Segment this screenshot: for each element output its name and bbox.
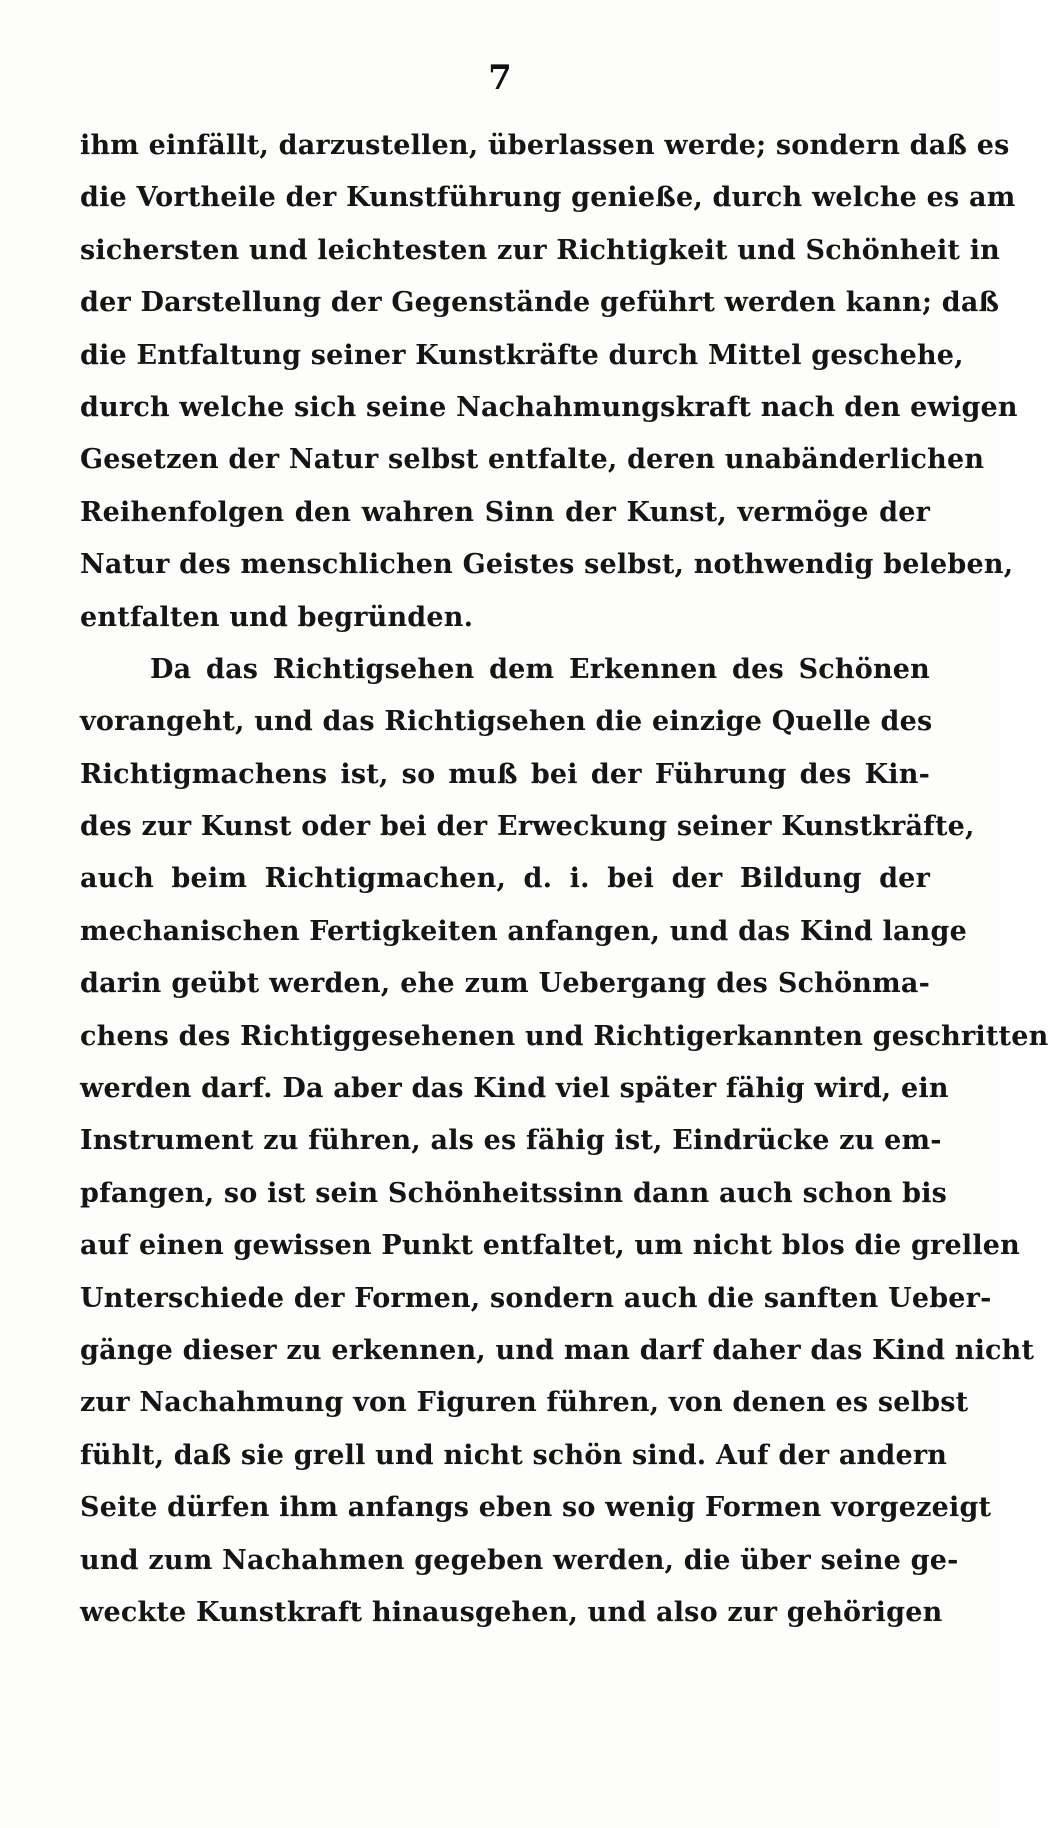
text-line: auf einen gewissen Punkt entfaltet, um nicht blos die grellen: [80, 1230, 1020, 1262]
text-line: weckte Kunstkraft hinausgehen, und also zur gehörigen: [80, 1596, 943, 1628]
text-line: Instrument zu führen, als es fähig ist, Eindrücke zu em-: [80, 1125, 942, 1157]
text-line: darin geübt werden, ehe zum Uebergang des Schönma-: [80, 968, 930, 1000]
text-line: die Entfaltung seiner Kunstkräfte durch Mittel geschehe,: [80, 339, 964, 371]
text-line: auch beim Richtigmachen, d. i. bei der Bildung der: [80, 863, 930, 895]
text-line: sichersten und leichtesten zur Richtigkeit und Schönheit in: [80, 234, 1000, 266]
text-line: zur Nachahmung von Figuren führen, von denen es selbst: [80, 1387, 969, 1419]
text-line: entfalten und begründen.: [80, 601, 474, 633]
text-line: werden darf. Da aber das Kind viel später fähig wird, ein: [80, 1073, 949, 1105]
text-line: Seite dürfen ihm anfangs eben so wenig Formen vorgezeigt: [80, 1492, 992, 1524]
text-line: des zur Kunst oder bei der Erweckung seiner Kunstkräfte,: [80, 811, 975, 843]
text-line: und zum Nachahmen gegeben werden, die über seine ge-: [80, 1544, 959, 1576]
text-line: pfangen, so ist sein Schönheitssinn dann auch schon bis: [80, 1177, 948, 1209]
text-line: ihm einfällt, darzustellen, überlassen werde; sondern daß es: [80, 130, 1010, 161]
text-line: durch welche sich seine Nachahmungskraft nach den ewigen: [80, 391, 1018, 423]
text-line: Natur des menschlichen Geistes selbst, nothwendig beleben,: [80, 549, 1014, 581]
text-line: fühlt, daß sie grell und nicht schön sind. Auf der andern: [80, 1439, 948, 1471]
text-line: die Vortheile der Kunstführung genieße, durch welche es am: [80, 182, 1016, 214]
body-text: [80, 120, 1048, 1639]
text-line: der Darstellung der Gegenstände geführt werden kann; daß: [80, 287, 1000, 319]
text-line: Gesetzen der Natur selbst entfalte, deren unabänderlichen: [80, 444, 985, 476]
text-line: Richtigmachens ist, so muß bei der Führung des Kin-: [80, 758, 930, 790]
text-line: Unterschiede der Formen, sondern auch die sanften Ueber-: [80, 1282, 992, 1314]
text-line: gänge dieser zu erkennen, und man darf daher das Kind nicht: [80, 1334, 1035, 1366]
paragraph-start-line: Da das Richtigsehen dem Erkennen des Schönen: [150, 653, 930, 685]
text-line: mechanischen Fertigkeiten anfangen, und das Kind lange: [80, 915, 967, 947]
text-line: chens des Richtiggesehenen und Richtigerkannten geschritten: [80, 1020, 1048, 1052]
page-number: 7: [488, 58, 512, 98]
text-line: Reihenfolgen den wahren Sinn der Kunst, vermöge der: [80, 496, 930, 528]
text-line: vorangeht, und das Richtigsehen die einzige Quelle des: [80, 706, 933, 738]
